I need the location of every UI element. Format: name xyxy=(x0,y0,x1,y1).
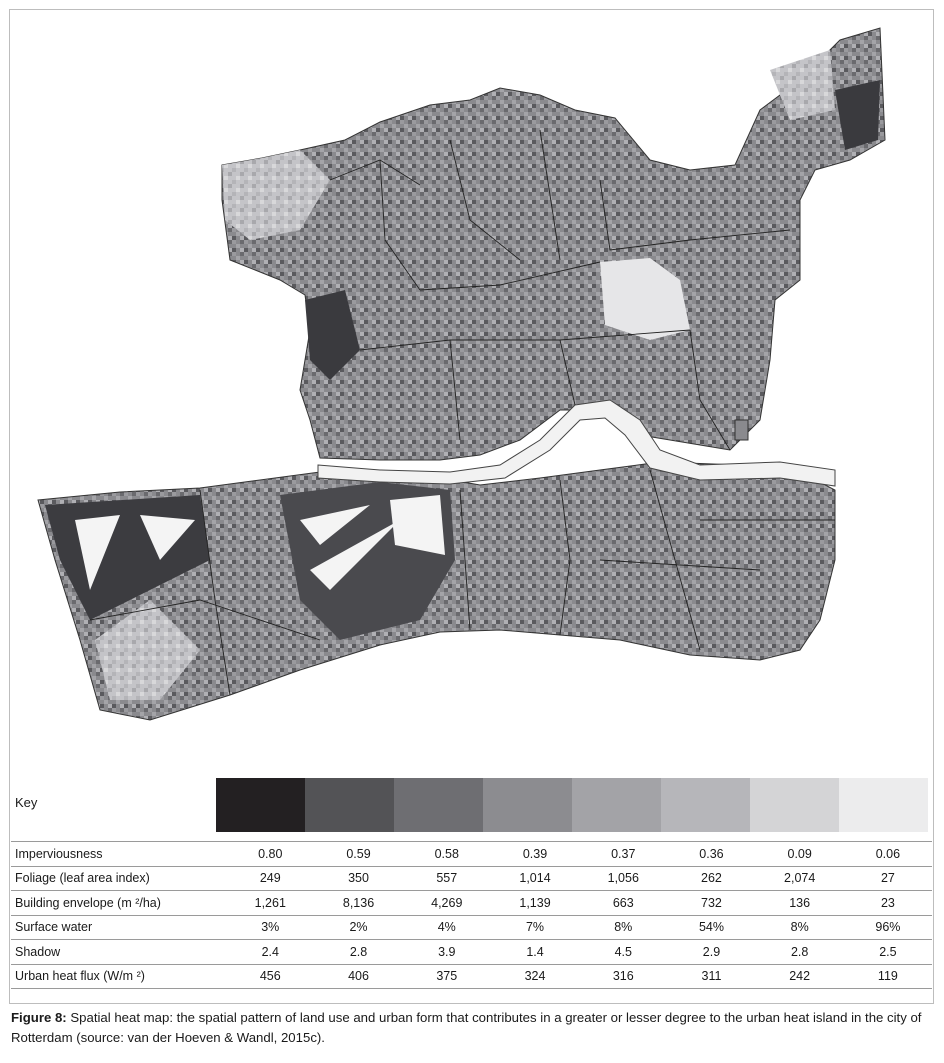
table-cell: 249 xyxy=(226,866,314,891)
legend-swatch xyxy=(483,778,572,832)
table-cell: 456 xyxy=(226,964,314,989)
table-cell: 2.9 xyxy=(667,940,755,965)
table-cell: 8% xyxy=(579,915,667,940)
figure-label: Figure 8: xyxy=(11,1010,67,1025)
table-cell: 2.4 xyxy=(226,940,314,965)
table-cell: 0.59 xyxy=(314,842,402,867)
table-cell: 262 xyxy=(667,866,755,891)
table-cell: 1,056 xyxy=(579,866,667,891)
table-cell: 0.58 xyxy=(403,842,491,867)
table-row xyxy=(11,915,932,940)
table-cell: 2.8 xyxy=(314,940,402,965)
table-cell: 0.36 xyxy=(667,842,755,867)
table-cell: 557 xyxy=(403,866,491,891)
table-cell: 316 xyxy=(579,964,667,989)
table-cell: 8,136 xyxy=(314,891,402,916)
table-cell: 96% xyxy=(844,915,932,940)
table-cell: 3% xyxy=(226,915,314,940)
table-cell: 2,074 xyxy=(756,866,844,891)
table-cell: 3.9 xyxy=(403,940,491,965)
legend-swatch xyxy=(661,778,750,832)
table-cell: 350 xyxy=(314,866,402,891)
table-cell: 1,014 xyxy=(491,866,579,891)
legend-swatch xyxy=(572,778,661,832)
table-cell: 4% xyxy=(403,915,491,940)
table-row xyxy=(11,866,932,891)
table-cell: 406 xyxy=(314,964,402,989)
row-label: Urban heat flux (W/m ²) xyxy=(11,964,226,989)
table-cell: 2.5 xyxy=(844,940,932,965)
table-cell: 4.5 xyxy=(579,940,667,965)
table-cell: 27 xyxy=(844,866,932,891)
table-cell: 242 xyxy=(756,964,844,989)
table-cell: 1.4 xyxy=(491,940,579,965)
table-row xyxy=(11,964,932,989)
table-cell: 8% xyxy=(756,915,844,940)
table-cell: 663 xyxy=(579,891,667,916)
row-label: Building envelope (m ²/ha) xyxy=(11,891,226,916)
table-row xyxy=(11,940,932,965)
key-label: Key xyxy=(15,795,38,810)
row-label: Foliage (leaf area index) xyxy=(11,866,226,891)
figure-caption xyxy=(11,1008,935,1048)
table-cell: 0.39 xyxy=(491,842,579,867)
legend-swatch xyxy=(394,778,483,832)
table-cell: 0.37 xyxy=(579,842,667,867)
table-cell: 0.80 xyxy=(226,842,314,867)
table-cell: 2.8 xyxy=(756,940,844,965)
table-cell: 2% xyxy=(314,915,402,940)
table-cell: 732 xyxy=(667,891,755,916)
legend-swatch xyxy=(216,778,305,832)
table-cell: 311 xyxy=(667,964,755,989)
table-cell: 7% xyxy=(491,915,579,940)
table-cell: 0.06 xyxy=(844,842,932,867)
table-cell: 375 xyxy=(403,964,491,989)
table-cell: 324 xyxy=(491,964,579,989)
row-label: Shadow xyxy=(11,940,226,965)
caption-text: Spatial heat map: the spatial pattern of land use and urban form that contributes in a greater or lesser degree to the urban heat island in the city of Rotterdam (source: van der Hoeven & Wandl, 2015c). xyxy=(11,1010,922,1045)
row-label: Surface water xyxy=(11,915,226,940)
legend-color-scale xyxy=(216,778,928,832)
table-cell: 54% xyxy=(667,915,755,940)
table-cell: 0.09 xyxy=(756,842,844,867)
table-row xyxy=(11,842,932,867)
table-cell: 136 xyxy=(756,891,844,916)
key-data-table xyxy=(11,841,932,989)
table-cell: 4,269 xyxy=(403,891,491,916)
legend-swatch xyxy=(305,778,394,832)
row-label: Imperviousness xyxy=(11,842,226,867)
map-island xyxy=(735,420,748,440)
table-cell: 1,139 xyxy=(491,891,579,916)
legend-swatch xyxy=(750,778,839,832)
table-cell: 23 xyxy=(844,891,932,916)
legend-swatch xyxy=(839,778,928,832)
table-cell: 119 xyxy=(844,964,932,989)
table-cell: 1,261 xyxy=(226,891,314,916)
table-row xyxy=(11,891,932,916)
